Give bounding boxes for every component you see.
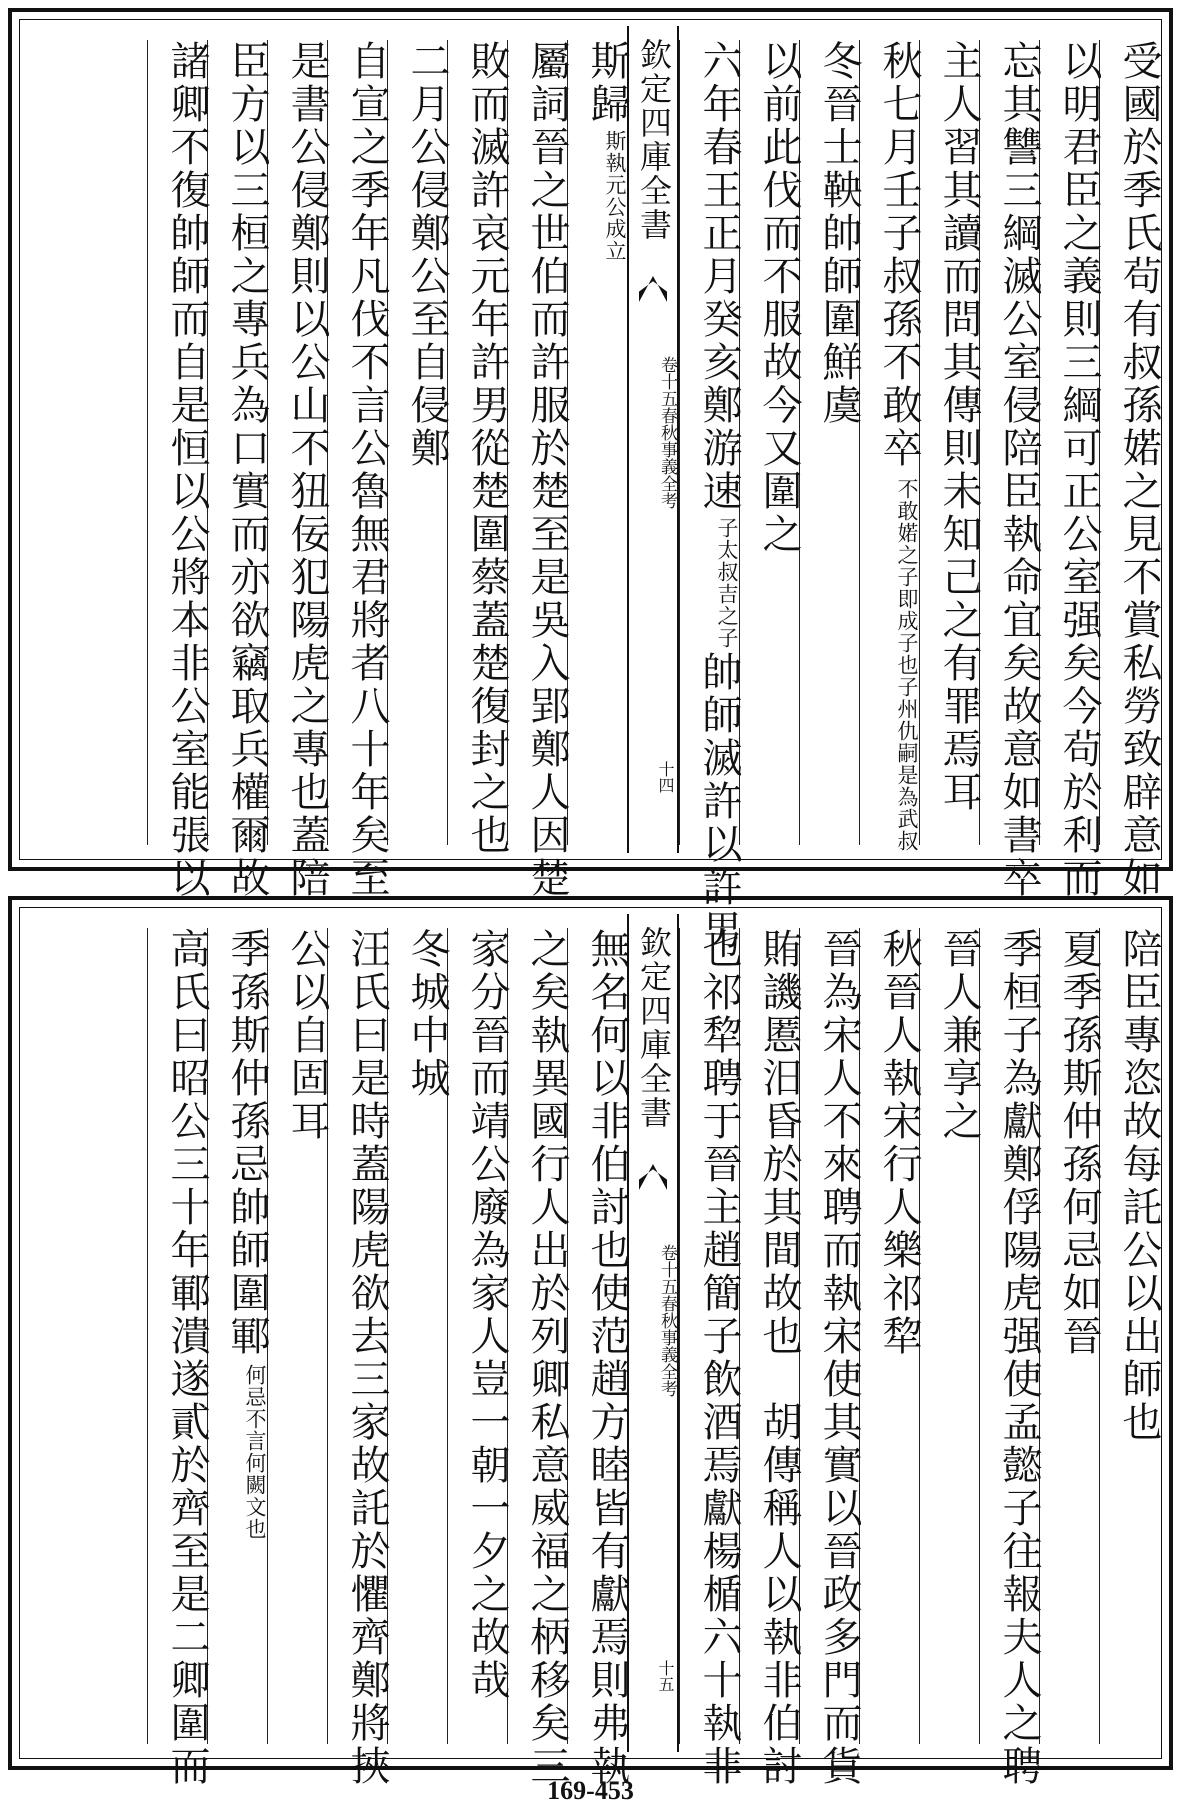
bottom-fish-tail-mark	[639, 1164, 667, 1190]
bottom-center-strip	[627, 914, 679, 1752]
top-center-page: 十四	[656, 761, 675, 793]
bottom-center-title: 欽定四庫全書	[635, 926, 673, 1130]
bottom-col-6: 晉為宋人不來聘而執宋使其實以晉政多門而貨	[799, 928, 859, 1744]
top-center-title: 欽定四庫全書	[635, 38, 673, 242]
bottom-col-14: 公以自固耳	[267, 928, 327, 1744]
top-col-13: 自宣之季年凡伐不言公魯無君將者八十年矣至	[327, 40, 387, 845]
bottom-center-page: 十五	[656, 1660, 675, 1692]
top-leaf	[8, 8, 1173, 952]
bottom-center-book: 卷十五 春秋事義全考	[657, 1244, 677, 1397]
bottom-col-10: 之矣執異國行人出於列卿私意威福之柄移矣三	[507, 928, 567, 1744]
top-col-10: 屬詞晉之世伯而許服於楚至是吳入郢鄭人因楚	[507, 40, 567, 845]
bottom-leaf-frame	[19, 907, 1162, 1788]
bottom-col-4: 晉人兼享之	[919, 928, 979, 1744]
top-col-1: 受國於季氏茍有叔孫婼之見不賞私勞致辟意如	[1099, 40, 1159, 845]
top-col-8: 六年春王正月癸亥鄭游速子太叔吉之子帥師滅許以許男	[679, 40, 739, 845]
bottom-col-16: 高氏曰昭公三十年鄆潰遂貳於齊至是二卿圍而	[147, 928, 207, 1744]
bottom-col-11: 家分晉而靖公廢為家人豈一朝一夕之故哉	[447, 928, 507, 1744]
bottom-col-3: 季桓子為獻鄭俘陽虎强使孟懿子往報夫人之聘	[979, 928, 1039, 1744]
bottom-col-7: 賄譏慝汨昏於其間故也 胡傳稱人以執非伯討	[739, 928, 799, 1744]
top-col-3: 忘其讐三綱滅公室侵陪臣執命宜矣故意如書卒	[979, 40, 1039, 845]
top-center-strip	[627, 26, 679, 853]
top-col-14: 是書公侵鄭則以公山不狃佞犯陽虎之專也蓋陪	[267, 40, 327, 845]
top-col-12: 二月公侵鄭公至自侵鄭	[387, 40, 447, 845]
top-col-11: 敗而滅許哀元年許男從楚圍蔡蓋楚復封之也	[447, 40, 507, 845]
top-col-9: 斯歸斯執元公成立	[567, 40, 627, 845]
top-center-book: 卷十五 春秋事義全考	[657, 356, 677, 509]
top-col-9-note: 斯執元公成立	[603, 130, 627, 262]
top-col-6: 冬晉士鞅帥師圍鮮虞	[799, 40, 859, 845]
bottom-col-15: 季孫斯仲孫忌帥師圍鄆何忌不言何闕文也	[207, 928, 267, 1744]
bottom-leaf	[8, 896, 1173, 1788]
bottom-col-8: 也祁犂聘于晉主趙簡子飲酒焉獻楊楯六十執非	[679, 928, 739, 1744]
top-fish-tail-mark	[639, 276, 667, 302]
bottom-col-12: 冬城中城	[387, 928, 447, 1744]
top-col-8-note: 子太叔吉之子	[715, 517, 739, 649]
top-col-2: 以明君臣之義則三綱可正公室强矣今茍於利而	[1039, 40, 1099, 845]
top-leaf-frame	[19, 19, 1162, 952]
bottom-col-13: 汪氏曰是時蓋陽虎欲去三家故託於懼齊鄭將挾	[327, 928, 387, 1744]
top-col-7: 以前此伐而不服故今又圍之	[739, 40, 799, 845]
top-col-5-note: 不敢婼之子即成子也子州仇嗣是為武叔	[895, 478, 919, 852]
top-col-15: 臣方以三桓之專兵為口實而亦欲竊取兵權爾故	[207, 40, 267, 845]
top-col-4: 主人習其讀而問其傳則未知己之有罪焉耳	[919, 40, 979, 845]
bottom-col-15-note: 何忌不言何闕文也	[243, 1364, 267, 1540]
bottom-col-5: 秋晉人執宋行人樂祁犂	[859, 928, 919, 1744]
page-number: 169-453	[547, 1776, 634, 1805]
bottom-col-1: 陪臣專恣故每託公以出師也	[1099, 928, 1159, 1744]
top-col-16: 諸卿不復帥師而自是恒以公將本非公室能張以	[147, 40, 207, 845]
top-col-5: 秋七月壬子叔孫不敢卒不敢婼之子即成子也子州仇嗣是為武叔	[859, 40, 919, 845]
bottom-col-2: 夏季孫斯仲孫何忌如晉	[1039, 928, 1099, 1744]
bottom-col-9: 無名何以非伯討也使范趙方睦皆有獻焉則弗執	[567, 928, 627, 1744]
